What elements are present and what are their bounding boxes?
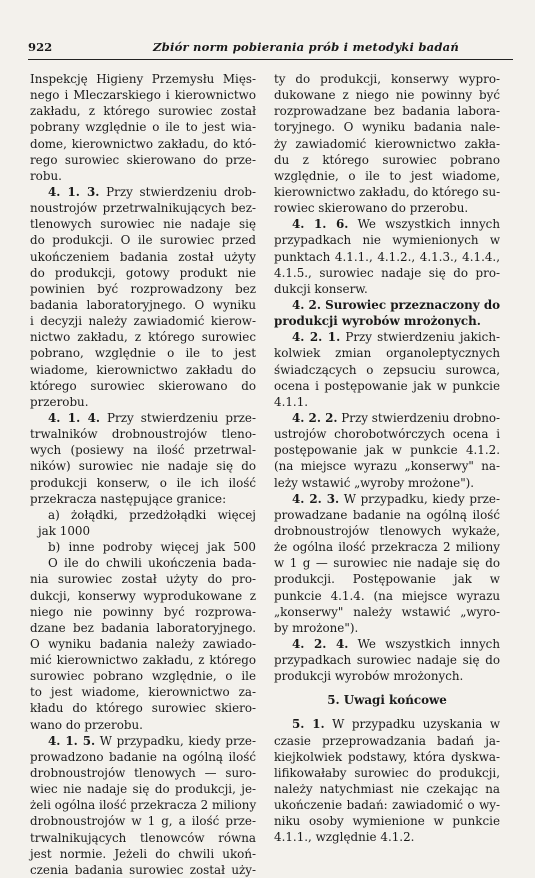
- text-line: dukcji konserw.: [274, 281, 368, 296]
- text-line: badania laboratoryjnego. O wyniku: [30, 297, 256, 312]
- text-line: noustrojów przetrwalnikujących bez-: [30, 201, 256, 216]
- text-line: kierownictwo zakładu, do którego su-: [274, 184, 501, 199]
- text-line: produkcji. Postępowanie jak w: [274, 572, 500, 587]
- header-rule: [28, 59, 513, 60]
- text-line: trwalników drobnoustrojów tleno-: [30, 427, 256, 442]
- running-title: Zbiór norm pobierania prób i metodyki badań: [153, 40, 460, 54]
- section-heading-line: 5. Uwagi końcowe: [327, 693, 447, 708]
- text-line: prowadzono badanie na ogólną ilość: [30, 749, 256, 764]
- text-line: przekracza następujące granice:: [30, 491, 227, 506]
- text-line: w 1 g — surowiec nie nadaje się do: [274, 556, 500, 571]
- text-line: niego nie powinny być rozprowa-: [30, 604, 256, 619]
- text-line: jak 1000: [38, 523, 91, 538]
- text-line: dukowane z niego nie powinny być: [274, 88, 500, 103]
- text-line: względnie, o ile to jest wiadome,: [274, 168, 500, 183]
- text-line: 4. 1. 4. Przy stwierdzeniu prze-: [48, 410, 256, 425]
- text-line: wych (posiewy na ilość przetrwal-: [30, 443, 256, 458]
- text-line: ników) surowiec nie nadaje się do: [30, 459, 256, 474]
- text-line: dome, kierownictwo zakładu, do któ-: [30, 136, 256, 151]
- text-line: du z którego surowiec pobrano: [274, 152, 500, 167]
- text-line: ży zawiadomić kierownictwo zakła-: [274, 136, 500, 151]
- text-line: toryjnego. O wyniku badania nale-: [274, 120, 500, 135]
- text-line: 5. 1. W przypadku uzyskania w: [292, 717, 501, 732]
- text-line: to jest wiadome, kierownictwo za-: [30, 685, 256, 700]
- text-line: drobnoustrojów w 1 g, a ilość prze-: [30, 814, 256, 829]
- text-line: a) żołądki, przedżołądki więcej: [48, 507, 256, 522]
- text-line: pobrano, względnie o ile to jest: [30, 346, 256, 361]
- text-line: ukończeniem badania został użyty: [30, 249, 256, 264]
- paragraph-gap: [274, 684, 500, 692]
- text-line: przypadkach nie wymienionych w: [274, 233, 500, 248]
- text-line: 4.1.1.: [274, 394, 309, 409]
- text-line: świadczących o zepsuciu surowca,: [274, 362, 500, 377]
- text-line: ty do produkcji, konserwy wypro-: [274, 72, 500, 86]
- text-line: czenia badania surowiec został uży-: [30, 862, 256, 877]
- text-line: ocena i postępowanie jak w punkcie: [274, 378, 500, 393]
- text-line: 4. 1. 5. W przypadku, kiedy prze-: [48, 733, 256, 748]
- text-line: nia surowiec został użyty do pro-: [30, 572, 256, 587]
- text-line: żeli ogólna ilość przekracza 2 miliony: [30, 798, 257, 813]
- text-line: nego i Mleczarskiego i kierownictwo: [30, 88, 256, 103]
- section-heading-line: 4. 2. Surowiec przeznaczony do: [292, 297, 501, 312]
- text-line: pobrany względnie o ile to jest wia-: [30, 120, 256, 135]
- text-line: kładu do którego surowiec skiero-: [30, 701, 256, 716]
- text-line: do produkcji. O ile surowiec przed: [30, 233, 256, 248]
- text-line: niku osoby wymienione w punkcie: [274, 814, 500, 829]
- text-line: surowiec pobrano względnie, o ile: [30, 669, 256, 684]
- text-line: nictwo zakładu, z którego surowiec: [30, 330, 256, 345]
- text-line: dzane bez badania laboratoryjnego.: [30, 620, 256, 635]
- text-line: 4. 2. 4. We wszystkich innych: [292, 636, 501, 651]
- text-line: 4. 1. 6. We wszystkich innych: [292, 217, 501, 232]
- text-line: robu.: [30, 168, 62, 183]
- text-line: punkcie 4.1.4. (na miejsce wyrazu: [274, 588, 500, 603]
- text-line: drobnoustrojów tlenowych — suro-: [30, 766, 256, 781]
- text-line: mić kierownictwo zakładu, z którego: [30, 653, 256, 668]
- text-line: 4.1.5., surowiec nadaje się do pro-: [274, 265, 500, 280]
- text-line: produkcji wyrobów mrożonych.: [274, 669, 464, 684]
- text-line: tlenowych surowiec nie nadaje się: [30, 217, 256, 232]
- text-line: „konserwy" należy wstawić „wyro-: [274, 604, 500, 619]
- text-line: i decyzji należy zawiadomić kierow-: [30, 314, 256, 329]
- text-line: punktach 4.1.1., 4.1.2., 4.1.3., 4.1.4.,: [274, 249, 500, 264]
- text-line: przerobu.: [30, 394, 89, 409]
- text-line: wiadome, kierownictwo zakładu do: [30, 362, 256, 377]
- text-line: dukcji, konserwy wyprodukowane z: [30, 588, 256, 603]
- text-line: leży wstawić „wyroby mrożone").: [274, 475, 475, 490]
- text-line: b) inne podroby więcej jak 500: [48, 540, 256, 555]
- text-line: by mrożone").: [274, 620, 359, 635]
- paragraph-gap: [274, 708, 500, 716]
- text-line: trwalnikujących tlenowców równa: [30, 830, 256, 845]
- text-line: należy natychmiast nie czekając na: [274, 782, 500, 797]
- text-line: lifikowałaby surowiec do produkcji,: [274, 765, 500, 780]
- text-line: O ile do chwili ukończenia bada-: [48, 556, 256, 571]
- page-number: 922: [28, 40, 53, 54]
- text-line: przypadkach surowiec nadaje się do: [274, 653, 500, 668]
- text-line: powinien być rozprowadzony bez: [30, 281, 256, 296]
- text-line: postępowanie jak w punkcie 4.1.2.: [274, 443, 500, 458]
- left-text-column: [30, 71, 256, 878]
- section-heading-line: produkcji wyrobów mrożonych.: [274, 314, 481, 329]
- text-line: wiec nie nadaje się do produkcji, je-: [30, 782, 256, 797]
- text-line: ukończenie badań: zawiadomić o wy-: [274, 798, 500, 813]
- text-line: że ogólna ilość przekracza 2 miliony: [274, 540, 500, 555]
- text-line: O wyniku badania należy zawiado-: [30, 636, 256, 651]
- text-line: produkcji konserw, o ile ich ilość: [30, 475, 256, 490]
- text-line: rowiec skierowano do przerobu.: [274, 201, 469, 216]
- page-header: [28, 39, 513, 55]
- text-line: czasie przeprowadzania badań ja-: [274, 733, 500, 748]
- text-line: (na miejsce wyrazu „konserwy" na-: [274, 459, 500, 474]
- text-line: jest normie. Jeżeli do chwili ukoń-: [30, 846, 256, 861]
- text-line: kiejkolwiek podstawy, która dyskwa-: [274, 749, 500, 764]
- text-line: kolwiek zmian organoleptycznych: [274, 346, 500, 361]
- text-line: rego surowiec skierowano do prze-: [30, 152, 256, 167]
- text-line: zakładu, z którego surowiec został: [30, 104, 256, 119]
- text-line: prowadzane badanie na ogólną ilość: [274, 507, 500, 522]
- text-line: wano do przerobu.: [30, 717, 143, 732]
- right-text-column: [274, 71, 500, 846]
- text-line: którego surowiec skierowano do: [30, 378, 256, 393]
- text-line: ustrojów chorobotwórczych ocena i: [274, 427, 500, 442]
- text-line: 4. 1. 3. Przy stwierdzeniu drob-: [48, 184, 256, 199]
- text-line: 4.1.1., względnie 4.1.2.: [274, 830, 415, 845]
- text-line: 4. 2. 1. Przy stwierdzeniu jakich-: [292, 330, 500, 345]
- text-line: drobnoustrojów tlenowych wykaże,: [274, 523, 500, 538]
- text-line: Inspekcję Higieny Przemysłu Mięs-: [30, 72, 256, 86]
- text-line: rozprowadzane bez badania labora-: [274, 104, 500, 119]
- text-line: do produkcji, gotowy produkt nie: [30, 265, 256, 280]
- text-line: 4. 2. 2. Przy stwierdzeniu drobno-: [292, 410, 501, 425]
- text-line: 4. 2. 3. W przypadku, kiedy prze-: [292, 491, 500, 506]
